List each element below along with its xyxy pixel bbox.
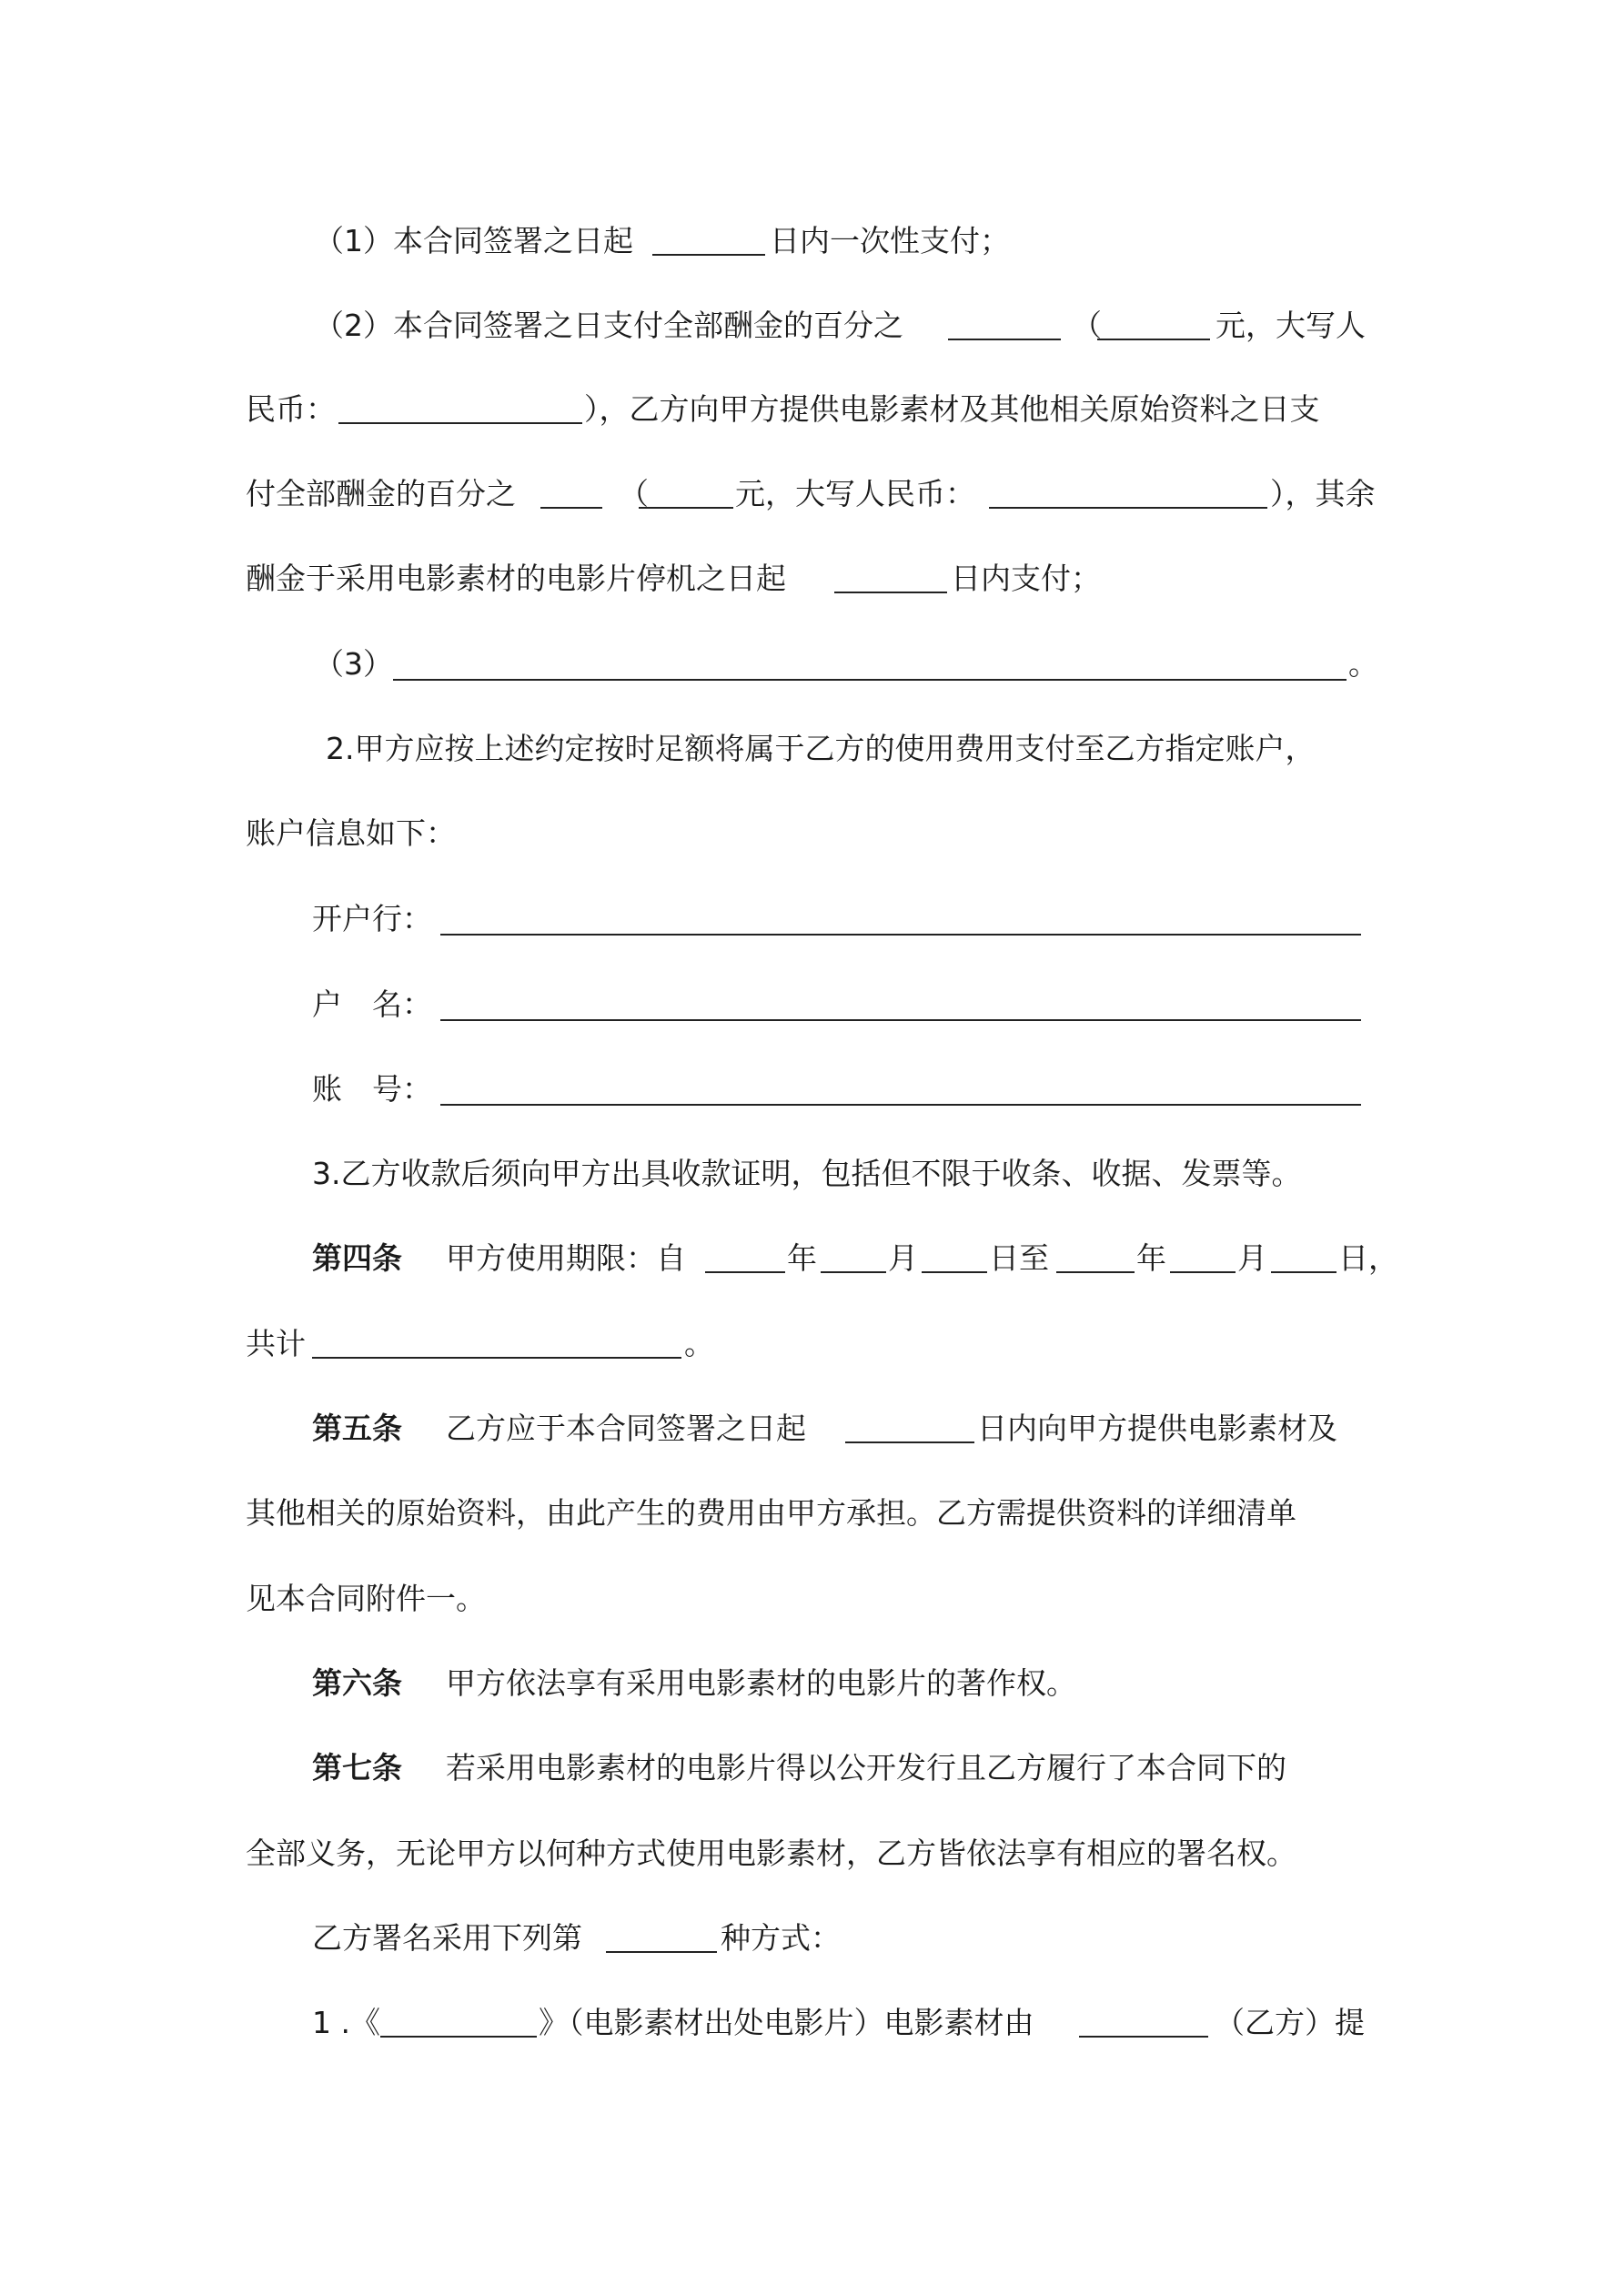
text: 日内向甲方提供电影素材及 [977,1411,1337,1446]
text: 日至 [989,1240,1049,1276]
text: 日内一次性支付； [770,223,1010,258]
text: 2.甲方应按上述约定按时足额将属于乙方的使用费用支付至乙方指定账户， [326,731,1316,766]
text: 元，大写人 [1215,308,1366,343]
text: 民币： [246,391,336,427]
text: ），乙方向甲方提供电影素材及其他相关原始资料之日支 [584,391,1320,427]
text: 日， [1338,1240,1398,1276]
text: 元，大写人民币： [735,476,975,511]
fill-blank-party-b-name[interactable] [1079,2036,1208,2038]
text: 付全部酬金的百分之 [246,476,516,511]
fill-blank-percent[interactable] [948,339,1061,340]
text: 其他相关的原始资料，由此产生的费用由甲方承担。乙方需提供资料的详细清单 [246,1495,1296,1531]
text: 年 [1136,1240,1166,1276]
fill-blank-amount-words[interactable] [989,507,1267,509]
fill-blank-method-number[interactable] [606,1951,717,1953]
text: 若采用电影素材的电影片得以公开发行且乙方履行了本合同下的 [446,1750,1286,1785]
text: 年 [787,1240,817,1276]
text: 乙方应于本合同签署之日起 [446,1411,806,1446]
text: 月 [888,1240,918,1276]
article-heading: 第七条 [312,1750,402,1785]
fill-blank-end-day[interactable] [1271,1271,1337,1273]
fill-blank-days[interactable] [845,1441,974,1443]
text: （3） [314,646,393,682]
text: ），其余 [1270,476,1376,511]
fill-blank-film-title[interactable] [380,2036,537,2038]
fill-blank-days[interactable] [834,592,947,593]
label: 开户行： [312,901,432,936]
article-heading: 第四条 [312,1240,402,1276]
account-number-input[interactable] [440,1104,1361,1106]
fill-blank-total-period[interactable] [312,1357,681,1359]
text: 。 [1348,646,1378,682]
fill-blank-other-terms[interactable] [393,679,1347,681]
fill-blank-amount[interactable] [1097,339,1210,340]
article-heading: 第六条 [312,1665,402,1701]
article-heading: 第五条 [312,1411,402,1446]
label: 账 号： [312,1071,432,1107]
account-name-input[interactable] [440,1019,1361,1021]
fill-blank-end-month[interactable] [1170,1271,1236,1273]
text: 甲方依法享有采用电影素材的电影片的著作权。 [446,1665,1076,1701]
fill-blank-days[interactable] [652,254,765,256]
fill-blank-amount[interactable] [639,507,733,509]
text: 共计 [246,1326,306,1361]
bank-input[interactable] [440,934,1361,936]
text: 账户信息如下： [246,815,456,851]
fill-blank-percent[interactable] [540,507,602,509]
label: 户 名： [312,986,432,1022]
text: 日内支付； [951,561,1101,596]
text: （2）本合同签署之日支付全部酬金的百分之 [314,308,903,343]
text: 乙方署名采用下列第 [312,1920,582,1956]
text: 酬金于采用电影素材的电影片停机之日起 [246,561,786,596]
fill-blank-end-year[interactable] [1056,1271,1135,1273]
text: 甲方使用期限：自 [446,1240,686,1276]
fill-blank-start-month[interactable] [821,1271,886,1273]
text: （乙方）提 [1215,2005,1365,2040]
text: 。 [684,1326,714,1361]
text: 见本合同附件一。 [246,1581,486,1616]
text: 全部义务，无论甲方以何种方式使用电影素材，乙方皆依法享有相应的署名权。 [246,1836,1296,1871]
text: 3.乙方收款后须向甲方出具收款证明，包括但不限于收条、收据、发票等。 [312,1156,1302,1191]
text: 月 [1237,1240,1267,1276]
text: （ [619,476,649,511]
text: 》（电影素材出处电影片）电影素材由 [539,2005,1034,2040]
text: 种方式： [721,1920,841,1956]
fill-blank-start-year[interactable] [705,1271,785,1273]
fill-blank-amount-words[interactable] [338,422,582,424]
text: 1 .《 [312,2005,380,2040]
text: （ [1072,308,1102,343]
text: （1）本合同签署之日起 [314,223,633,258]
fill-blank-start-day[interactable] [922,1271,987,1273]
